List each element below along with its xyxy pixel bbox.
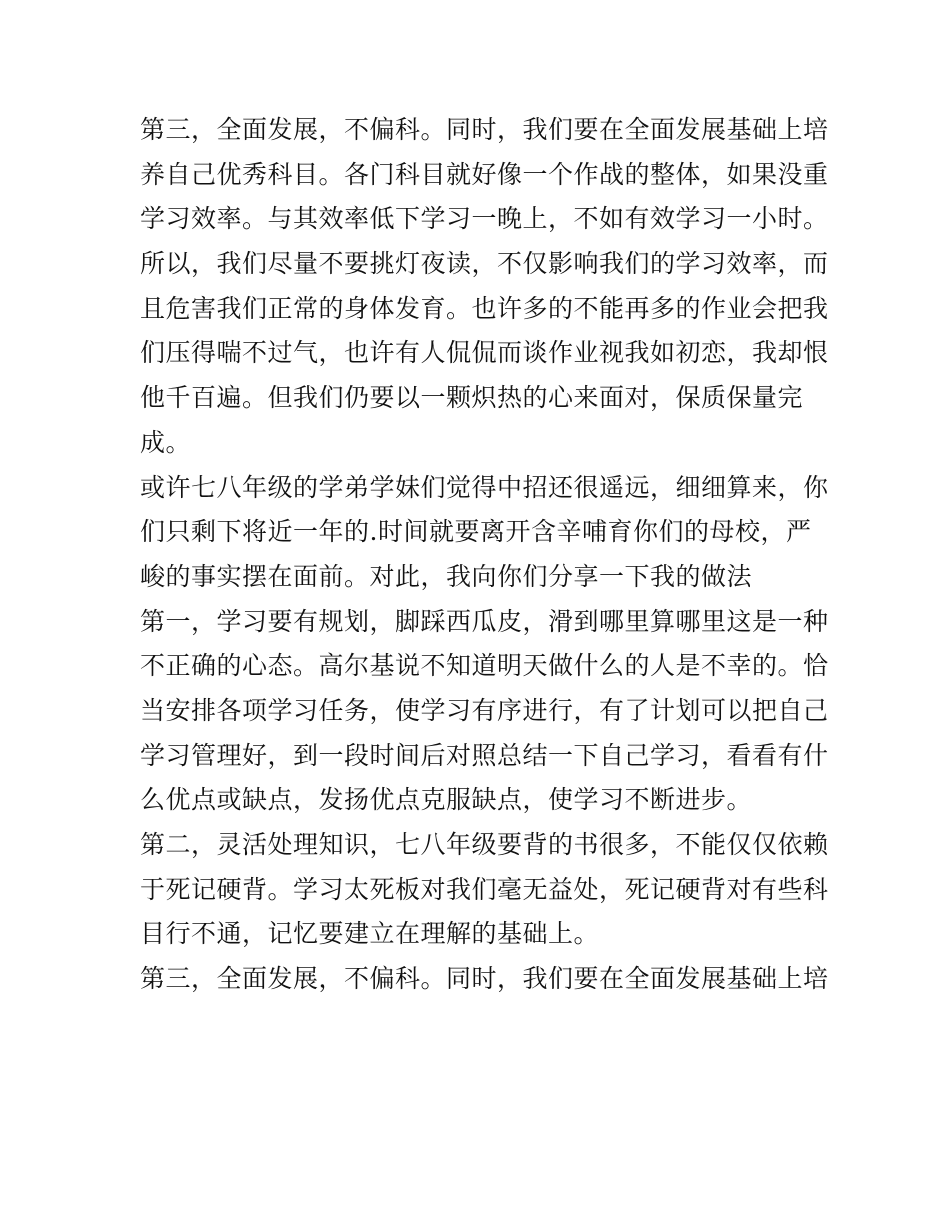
text-line-12: 第一，学习要有规划，脚踩西瓜皮，滑到哪里算哪里这是一种 xyxy=(140,606,829,636)
text-line-10: 们只剩下将近一年的.时间就要离开含辛哺育你们的母校，严 xyxy=(140,517,812,547)
text-line-14: 当安排各项学习任务，使学习有序进行，有了计划可以把自己 xyxy=(140,695,829,725)
text-line-19: 目行不通，记忆要建立在理解的基础上。 xyxy=(140,919,600,949)
text-line-6: 们压得喘不过气，也许有人侃侃而谈作业视我如初恋，我却恨 xyxy=(140,338,829,368)
text-line-15: 学习管理好，到一段时间后对照总结一下自己学习，看看有什 xyxy=(140,740,829,770)
document-body xyxy=(140,108,829,1002)
text-line-18: 于死记硬背。学习太死板对我们毫无益处，死记硬背对有些科 xyxy=(140,874,829,904)
text-line-13: 不正确的心态。高尔基说不知道明天做什么的人是不幸的。恰 xyxy=(140,651,829,681)
text-line-16: 么优点或缺点，发扬优点克服缺点，使学习不断进步。 xyxy=(140,785,753,815)
text-line-3: 学习效率。与其效率低下学习一晚上，不如有效学习一小时。 xyxy=(140,204,829,234)
text-line-2: 养自己优秀科目。各门科目就好像一个作战的整体，如果没重 xyxy=(140,159,829,189)
text-line-4: 所以，我们尽量不要挑灯夜读，不仅影响我们的学习效率，而 xyxy=(140,249,829,279)
text-line-20: 第三，全面发展，不偏科。同时，我们要在全面发展基础上培 xyxy=(140,964,829,994)
text-line-7: 他千百遍。但我们仍要以一颗炽热的心来面对，保质保量完 xyxy=(140,383,804,413)
text-line-5: 且危害我们正常的身体发育。也许多的不能再多的作业会把我 xyxy=(140,293,829,323)
text-line-11: 峻的事实摆在面前。对此，我向你们分享一下我的做法 xyxy=(140,561,753,591)
text-line-17: 第二，灵活处理知识，七八年级要背的书很多，不能仅仅依赖 xyxy=(140,830,829,859)
text-line-1: 第三，全面发展，不偏科。同时，我们要在全面发展基础上培 xyxy=(140,115,829,144)
text-line-8: 成。 xyxy=(140,427,192,457)
text-line-9: 或许七八年级的学弟学妹们觉得中招还很遥远，细细算来，你 xyxy=(140,472,829,502)
